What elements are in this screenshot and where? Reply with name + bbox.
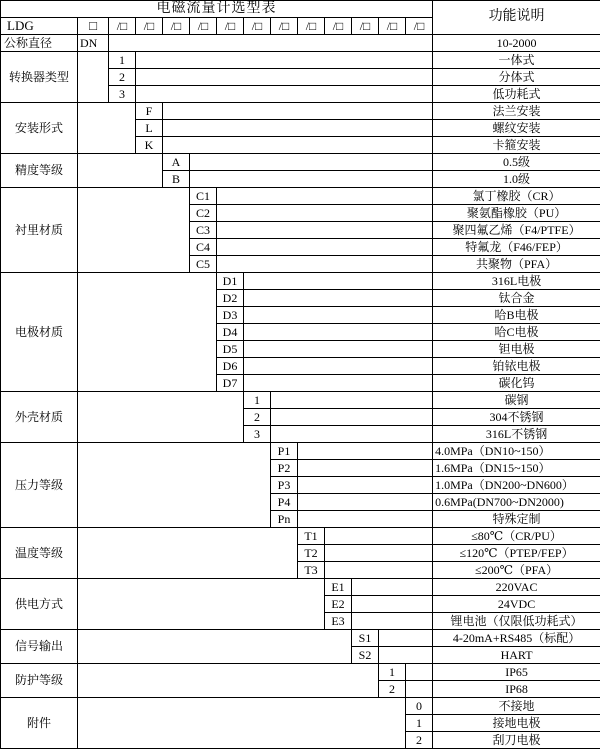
category-cell: 温度等级 [1,528,78,579]
model-code-slot: /□ [325,18,352,35]
spacer-cell [244,341,433,358]
category-cell: 供电方式 [1,579,78,630]
option-code-cell: C2 [190,205,217,222]
option-desc-cell: 低功耗式 [433,86,600,103]
spacer-cell [244,273,433,290]
option-desc-cell: 特殊定制 [433,511,600,528]
option-desc-cell: 法兰安装 [433,103,600,120]
option-desc-cell: IP65 [433,664,600,681]
category-cell: 信号输出 [1,630,78,664]
spacer-cell [109,35,433,52]
option-desc-cell: 钛合金 [433,290,600,307]
option-desc-cell: HART [433,647,600,664]
model-code-slot: /□ [298,18,325,35]
model-code-slot: /□ [244,18,271,35]
spacer-cell [136,86,433,103]
option-code-cell: K [136,137,163,154]
model-code-slot: /□ [379,18,406,35]
category-cell: 安装形式 [1,103,78,154]
spacer-cell [379,630,433,647]
option-desc-cell: 一体式 [433,52,600,69]
option-desc-cell: 聚氨酯橡胶（PU） [433,205,600,222]
spacer-cell [244,324,433,341]
function-column-header: 功能说明 [433,1,600,35]
option-desc-cell: 0.5级 [433,154,600,171]
spacer-cell [406,664,433,681]
spacer-cell [163,137,433,154]
option-code-cell: S2 [352,647,379,664]
option-desc-cell: 钽电极 [433,341,600,358]
option-desc-cell: 4-20mA+RS485（标配） [433,630,600,647]
option-desc-cell: 0.6MPa(DN700~DN2000) [433,494,600,511]
spacer-cell [78,52,109,103]
option-desc-cell: 316L电极 [433,273,600,290]
category-cell: 附件 [1,698,78,749]
spacer-cell [325,545,433,562]
option-code-cell: 1 [244,392,271,409]
option-code-cell: C4 [190,239,217,256]
option-code-cell: D3 [217,307,244,324]
category-cell: 电极材质 [1,273,78,392]
spacer-cell [352,613,433,630]
option-code-cell: D7 [217,375,244,392]
model-code-box: □ [78,18,109,35]
table-title: 电磁流量计选型表 [1,1,433,18]
option-desc-cell: 1.6MPa（DN15~150） [433,460,600,477]
spacer-cell [78,103,136,154]
spacer-cell [244,358,433,375]
spacer-cell [78,579,325,630]
option-code-cell: D6 [217,358,244,375]
option-code-cell: T1 [298,528,325,545]
option-code-cell: P1 [271,443,298,460]
option-code-cell: F [136,103,163,120]
option-code-cell: A [163,154,190,171]
option-code-cell: 3 [109,86,136,103]
option-code-cell: 1 [406,715,433,732]
spacer-cell [217,205,433,222]
spacer-cell [78,273,217,392]
option-desc-cell: 铂铱电极 [433,358,600,375]
spacer-cell [406,681,433,698]
option-code-cell: E1 [325,579,352,596]
option-desc-cell: 共聚物（PFA） [433,256,600,273]
model-code-slot: /□ [352,18,379,35]
model-code-slot: /□ [163,18,190,35]
option-code-cell: 2 [109,69,136,86]
option-desc-cell: 4.0MPa（DN10~150） [433,443,600,460]
model-code-slot: /□ [406,18,433,35]
category-cell: 转换器类型 [1,52,78,103]
option-desc-cell: 24VDC [433,596,600,613]
spacer-cell [298,494,433,511]
option-code-cell: P4 [271,494,298,511]
option-desc-cell: ≤200℃（PFA） [433,562,600,579]
option-desc-cell: 分体式 [433,69,600,86]
spacer-cell [78,698,406,749]
option-code-cell: T3 [298,562,325,579]
option-desc-cell: 聚四氟乙烯（F4/PTFE） [433,222,600,239]
option-desc-cell: 氯丁橡胶（CR） [433,188,600,205]
spacer-cell [217,256,433,273]
spacer-cell [78,443,271,528]
option-desc-cell: 220VAC [433,579,600,596]
option-code-cell: 1 [379,664,406,681]
spacer-cell [244,290,433,307]
option-desc-cell: 接地电极 [433,715,600,732]
option-code-cell: D4 [217,324,244,341]
option-code-cell: C1 [190,188,217,205]
spacer-cell [78,664,379,698]
spacer-cell [217,188,433,205]
option-code-cell: L [136,120,163,137]
spacer-cell [163,120,433,137]
model-prefix: LDG [1,18,78,35]
spacer-cell [244,307,433,324]
option-desc-cell: 特氟龙（F46/FEP） [433,239,600,256]
spacer-cell [352,579,433,596]
option-code-cell: T2 [298,545,325,562]
spacer-cell [325,528,433,545]
spacer-cell [298,460,433,477]
option-code-cell: 2 [244,409,271,426]
option-code-cell: D5 [217,341,244,358]
spacer-cell [244,375,433,392]
spacer-cell [78,188,190,273]
option-code-cell: E2 [325,596,352,613]
spacer-cell [325,562,433,579]
option-code-cell: E3 [325,613,352,630]
spacer-cell [298,511,433,528]
option-desc-cell: 碳化钨 [433,375,600,392]
option-desc-cell: ≤80℃（CR/PU） [433,528,600,545]
option-code-cell: S1 [352,630,379,647]
option-code-cell: 0 [406,698,433,715]
spacer-cell [271,409,433,426]
category-cell: 外壳材质 [1,392,78,443]
spacer-cell [379,647,433,664]
option-desc-cell: 锂电池（仅限低功耗式） [433,613,600,630]
model-code-slot: /□ [271,18,298,35]
option-code-cell: DN [78,35,109,52]
spacer-cell [78,630,352,664]
option-desc-cell: 1.0MPa（DN200~DN600） [433,477,600,494]
spacer-cell [298,477,433,494]
model-code-slot: /□ [136,18,163,35]
spacer-cell [217,239,433,256]
spacer-cell [271,392,433,409]
option-desc-cell: ≤120℃（PTEP/FEP） [433,545,600,562]
spacer-cell [298,443,433,460]
option-code-cell: D1 [217,273,244,290]
model-code-slot: /□ [217,18,244,35]
option-desc-cell: 卡箍安装 [433,137,600,154]
spacer-cell [190,154,433,171]
option-desc-cell: 10-2000 [433,35,600,52]
option-desc-cell: 哈C电极 [433,324,600,341]
category-cell: 精度等级 [1,154,78,188]
option-code-cell: B [163,171,190,188]
spacer-cell [190,171,433,188]
option-code-cell: Pn [271,511,298,528]
option-desc-cell: 316L不锈钢 [433,426,600,443]
spacer-cell [78,528,298,579]
category-cell: 公称直径 [1,35,78,52]
option-desc-cell: 1.0级 [433,171,600,188]
option-desc-cell: IP68 [433,681,600,698]
option-desc-cell: 刮刀电极 [433,732,600,749]
option-code-cell: 3 [244,426,271,443]
spacer-cell [136,52,433,69]
option-code-cell: 2 [379,681,406,698]
option-code-cell: C5 [190,256,217,273]
option-code-cell: D2 [217,290,244,307]
option-desc-cell: 碳钢 [433,392,600,409]
option-code-cell: P2 [271,460,298,477]
model-code-slot: /□ [109,18,136,35]
spacer-cell [217,222,433,239]
spacer-cell [352,596,433,613]
category-cell: 防护等级 [1,664,78,698]
spacer-cell [78,392,244,443]
spacer-cell [78,154,163,188]
spacer-cell [271,426,433,443]
option-code-cell: P3 [271,477,298,494]
option-desc-cell: 不接地 [433,698,600,715]
model-code-slot: /□ [190,18,217,35]
option-desc-cell: 304不锈钢 [433,409,600,426]
option-code-cell: C3 [190,222,217,239]
option-code-cell: 2 [406,732,433,749]
category-cell: 压力等级 [1,443,78,528]
option-code-cell: 1 [109,52,136,69]
option-desc-cell: 螺纹安装 [433,120,600,137]
option-desc-cell: 哈B电极 [433,307,600,324]
spacer-cell [163,103,433,120]
spacer-cell [136,69,433,86]
category-cell: 衬里材质 [1,188,78,273]
